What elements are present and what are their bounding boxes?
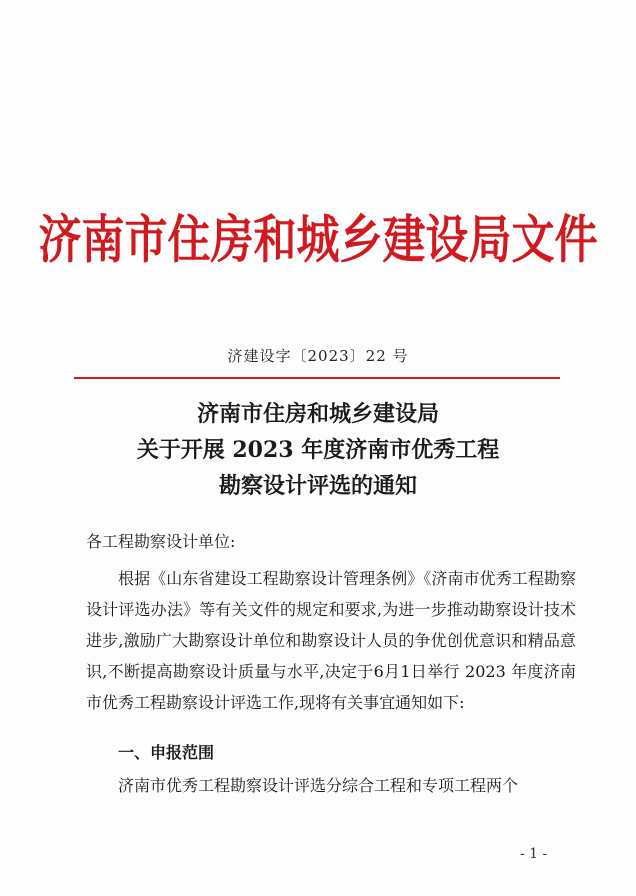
issuing-authority-header: 济南市住房和城乡建设局文件 bbox=[38, 210, 598, 271]
body-paragraph-1: 根据《山东省建设工程勘察设计管理条例》《济南市优秀工程勘察设计评选办法》等有关文件的规定和要求,为进一步推动勘察设计技术进步,激励广大勘察设计单位和勘察设计人员的争优创优意识和精品意识,不断提高勘察设计质量与水平,决定于6月1日举行 2023 年度济南市优秀工程勘察设计评选工作,现将有关事宜通知如下: bbox=[86, 569, 576, 712]
salutation: 各工程勘察设计单位: bbox=[86, 532, 236, 551]
body-paragraph-2: 济南市优秀工程勘察设计评选分综合工程和专项工程两个 bbox=[118, 776, 519, 795]
notice-title bbox=[0, 396, 636, 504]
notice-title-line-2: 关于开展 2023 年度济南市优秀工程 bbox=[136, 437, 500, 463]
document-number: 济建设字〔2023〕22 号 bbox=[227, 347, 409, 365]
page-number: - 1 - bbox=[520, 846, 548, 862]
notice-title-line-1: 济南市住房和城乡建设局 bbox=[196, 401, 439, 427]
notice-title-line-3: 勘察设计评选的通知 bbox=[218, 473, 417, 499]
red-divider-line bbox=[74, 377, 560, 379]
section-heading-scope: 一、申报范围 bbox=[118, 743, 215, 762]
